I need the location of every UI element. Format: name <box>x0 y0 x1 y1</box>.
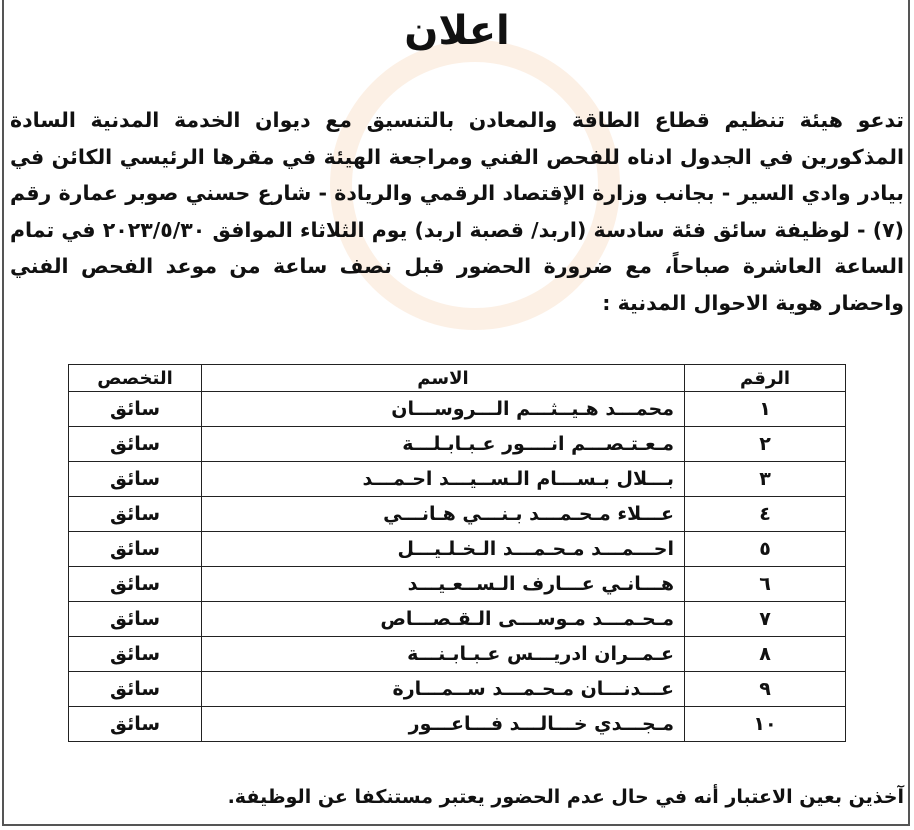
row-specialization: سائق <box>69 427 202 462</box>
row-name: محمـــد هـيــثـــم الـــروســـان <box>202 392 685 427</box>
row-number: ٣ <box>685 462 846 497</box>
table-row <box>69 567 846 602</box>
row-specialization: سائق <box>69 392 202 427</box>
row-specialization: سائق <box>69 532 202 567</box>
row-number: ١٠ <box>685 707 846 742</box>
header-name: الاسم <box>202 365 685 392</box>
row-name: عـمــران ادريـــس عـبـابـنـــة <box>202 637 685 672</box>
candidates-table <box>68 364 846 742</box>
row-number: ٧ <box>685 602 846 637</box>
row-name: مـحـمـــد مـوســـى الـقـصـــاص <box>202 602 685 637</box>
row-number: ٩ <box>685 672 846 707</box>
row-name: احـــمـــد مـحـمـــد الـخـلـيـــل <box>202 532 685 567</box>
announcement-paragraph: تدعو هيئة تنظيم قطاع الطاقة والمعادن بالتنسيق مع ديوان الخدمة المدنية السادة المذكورين في الجدول ادناه للفحص الفني ومراجعة الهيئة في مقرها الرئيسي الكائن في بيادر وادي السير - بجانب وزارة الإقتصاد الرقمي والريادة - شارع حسني صوبر عمارة رقم (٧) - لوظيفة سائق فئة سادسة (اربد/ قصبة اربد) يوم الثلاثاء الموافق ٢٠٢٣/٥/٣٠ في تمام الساعة العاشرة صباحاً، مع ضرورة الحضور قبل نصف ساعة من موعد الفحص الفني واحضار هوية الاحوال المدنية : <box>10 108 904 315</box>
row-number: ٨ <box>685 637 846 672</box>
row-number: ٢ <box>685 427 846 462</box>
table-row <box>69 707 846 742</box>
table-row <box>69 497 846 532</box>
header-specialization: التخصص <box>69 365 202 392</box>
page-title: اعلان <box>404 8 510 54</box>
table-row <box>69 392 846 427</box>
table-header-row <box>69 365 846 392</box>
header-number: الرقم <box>685 365 846 392</box>
row-name: عـــدنـــان مـحـمـــد ســمـــارة <box>202 672 685 707</box>
row-name: مـجـــدي خـــالـــد فـــاعـــور <box>202 707 685 742</box>
row-number: ١ <box>685 392 846 427</box>
row-specialization: سائق <box>69 602 202 637</box>
row-name: عـــلاء مـحـمـــد بـنـــي هـانـــي <box>202 497 685 532</box>
table-row <box>69 602 846 637</box>
table-row <box>69 462 846 497</box>
row-number: ٤ <box>685 497 846 532</box>
table-row <box>69 637 846 672</box>
row-number: ٦ <box>685 567 846 602</box>
footer-note: آخذين بعين الاعتبار أنه في حال عدم الحضور يعتبر مستنكفا عن الوظيفة. <box>227 786 904 808</box>
table-row <box>69 532 846 567</box>
table-row <box>69 672 846 707</box>
row-number: ٥ <box>685 532 846 567</box>
row-specialization: سائق <box>69 497 202 532</box>
table-row <box>69 427 846 462</box>
row-specialization: سائق <box>69 672 202 707</box>
row-name: هـــانـي عـــارف الـســعـيـــد <box>202 567 685 602</box>
row-specialization: سائق <box>69 567 202 602</box>
row-specialization: سائق <box>69 462 202 497</box>
row-name: بـــلال بـســـام الـســيـــد احـمـــد <box>202 462 685 497</box>
row-specialization: سائق <box>69 637 202 672</box>
row-name: مـعـتـصـــم انــــور عـبـابـلـــة <box>202 427 685 462</box>
row-specialization: سائق <box>69 707 202 742</box>
